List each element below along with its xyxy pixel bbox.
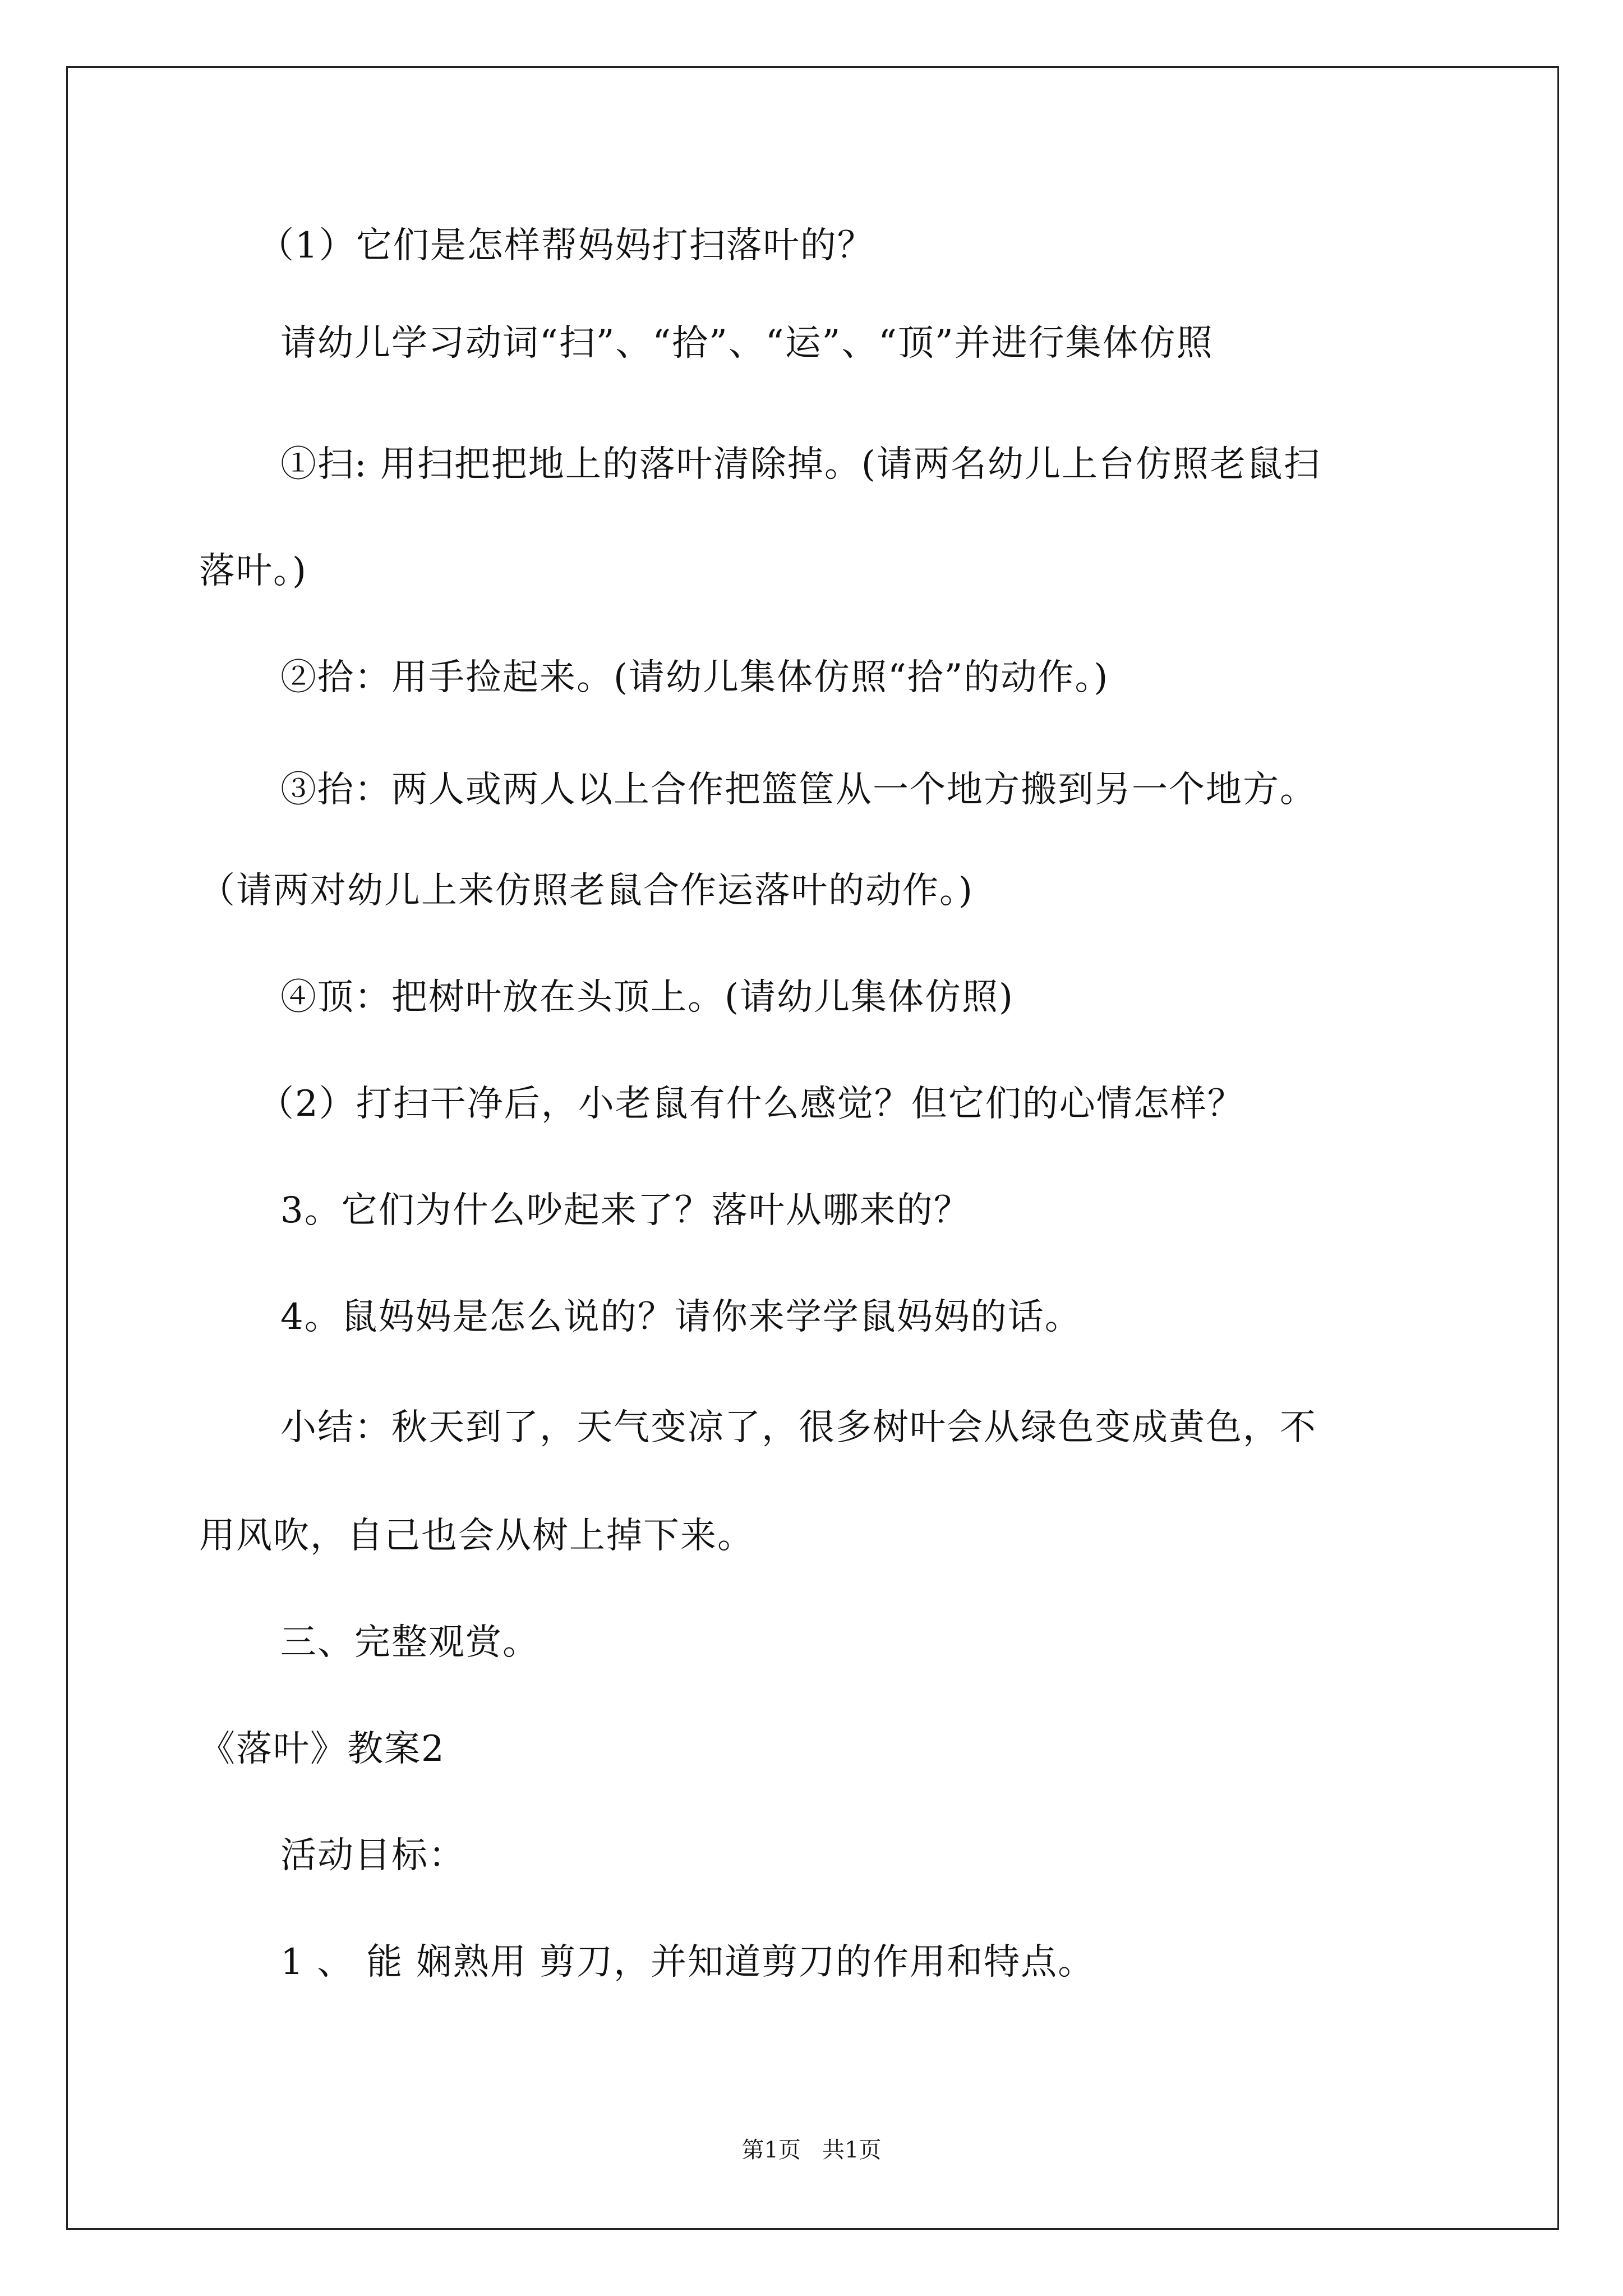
- summary-line: 小结：秋天到了，天气变凉了，很多树叶会从绿色变成黄色，不: [280, 1407, 1317, 1448]
- verbs-instruction-line: 请幼儿学习动词“扫”、“拾”、“运”、“顶”并进行集体仿照: [280, 323, 1214, 364]
- verb-sweep-line: ①扫: 用扫把把地上的落叶清除掉。(请两名幼儿上台仿照老鼠扫: [280, 444, 1321, 485]
- question-4-line: 4。鼠妈妈是怎么说的？请你来学学鼠妈妈的话。: [280, 1296, 1082, 1338]
- verb-sweep-continuation: 落叶。): [199, 550, 307, 592]
- verb-carry-continuation: （请两对幼儿上来仿照老鼠合作运落叶的动作。): [199, 870, 974, 912]
- goal-1-line: 1 、 能 娴熟用 剪刀，并知道剪刀的作用和特点。: [280, 1941, 1095, 1983]
- verb-top-line: ④顶：把树叶放在头顶上。(请幼儿集体仿照): [280, 977, 1014, 1018]
- question-1-line: （1）它们是怎样帮妈妈打扫落叶的？: [258, 225, 874, 266]
- lesson-plan-2-title: 《落叶》教案2: [199, 1728, 445, 1770]
- summary-continuation: 用风吹，自己也会从树上掉下来。: [199, 1515, 754, 1557]
- section-three-heading: 三、完整观赏。: [280, 1622, 540, 1663]
- activity-goals-heading: 活动目标：: [280, 1835, 465, 1876]
- verb-carry-line: ③抬：两人或两人以上合作把篮筐从一个地方搬到另一个地方。: [280, 769, 1317, 811]
- verb-pick-line: ②拾：用手捡起来。(请幼儿集体仿照“拾”的动作。): [280, 657, 1109, 698]
- page-frame: [66, 66, 1559, 2230]
- question-2-line: （2）打扫干净后，小老鼠有什么感觉？但它们的心情怎样？: [258, 1083, 1244, 1125]
- page-footer: 第1页 共1页: [741, 2137, 882, 2163]
- question-3-line: 3。它们为什么吵起来了？落叶从哪来的？: [280, 1190, 971, 1231]
